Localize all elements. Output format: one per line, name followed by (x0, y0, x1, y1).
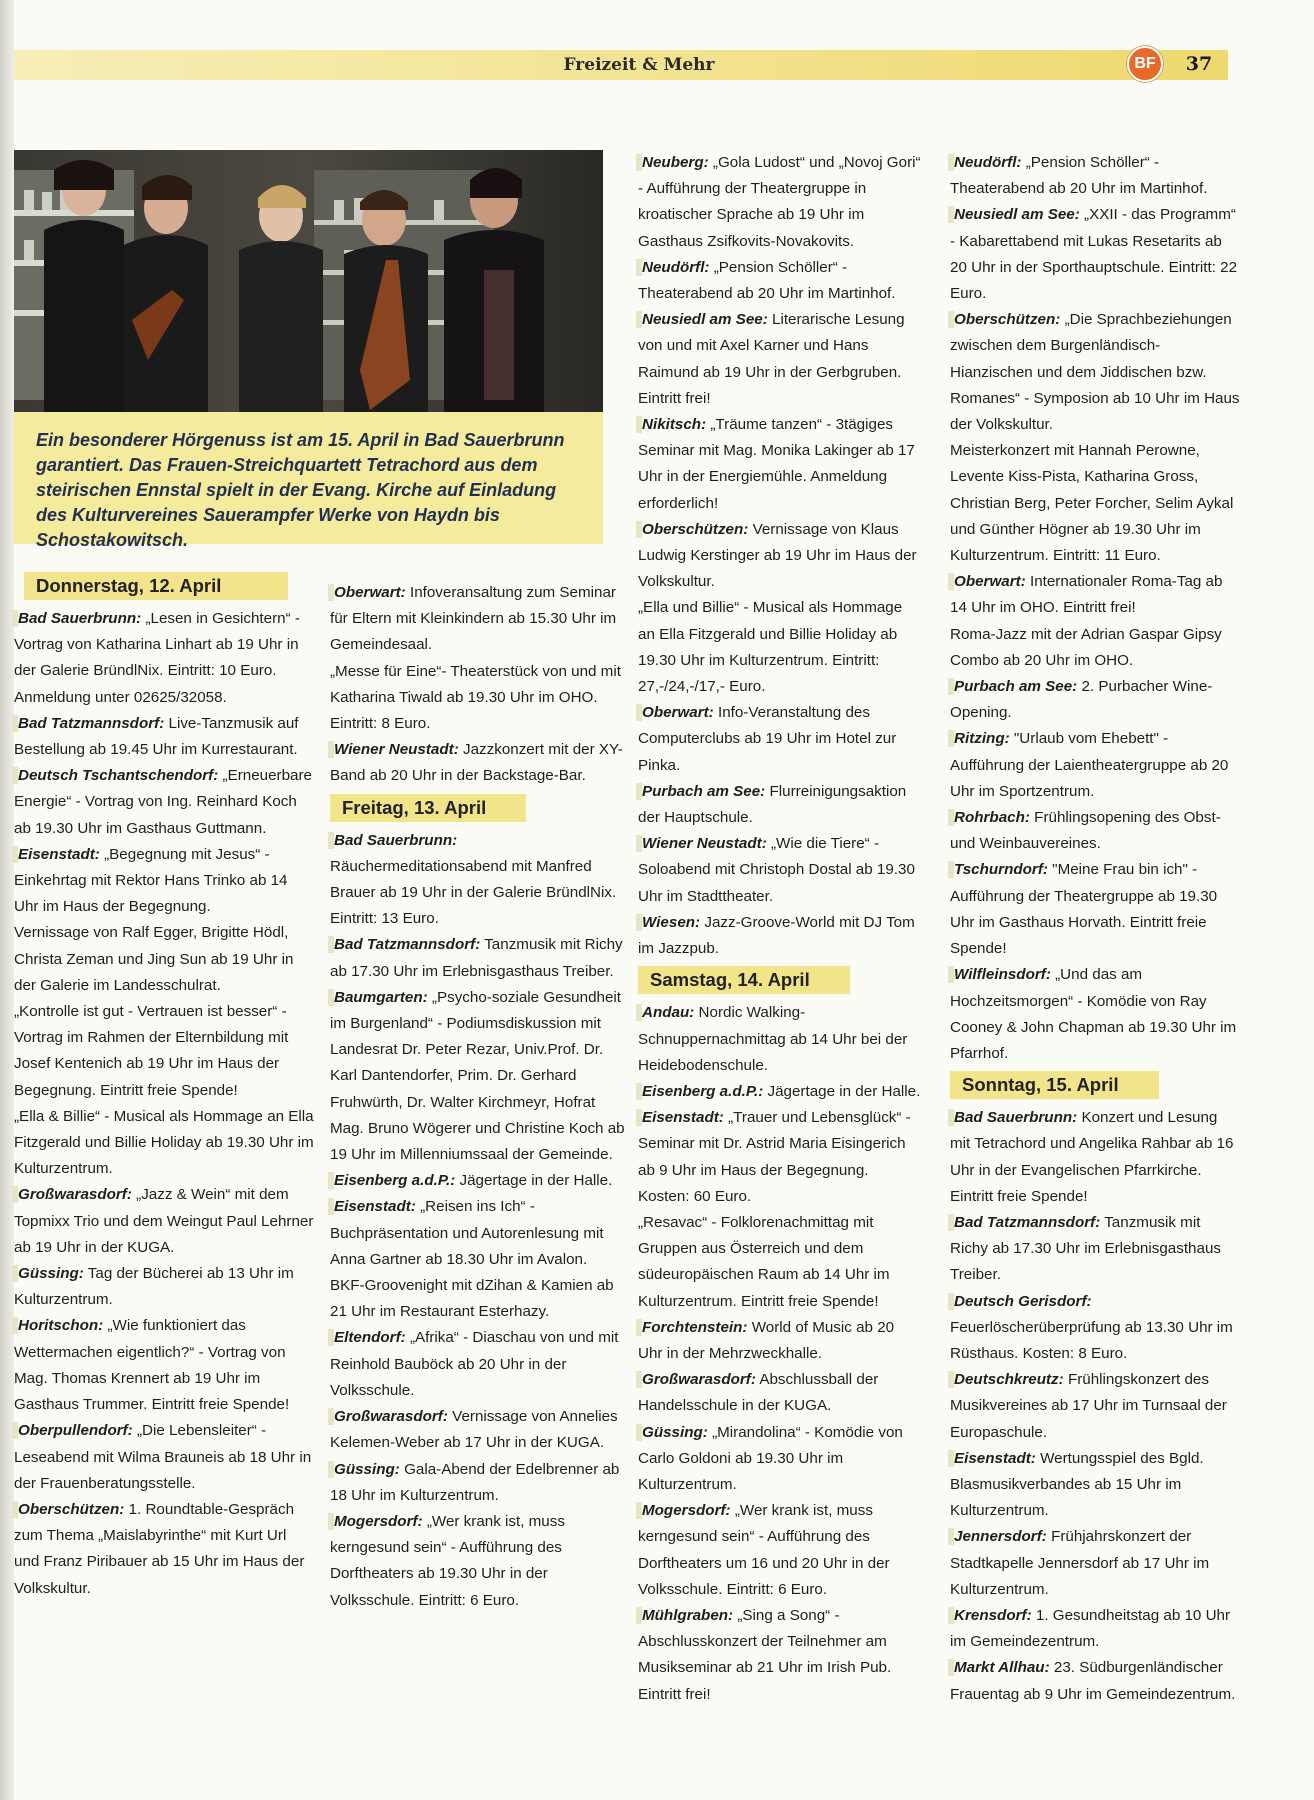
event-location: Wiener Neustadt: (636, 835, 767, 852)
event-location: Nikitsch: (636, 416, 706, 433)
event-location: Güssing: (328, 1461, 400, 1478)
magazine-logo-icon: BF (1127, 46, 1163, 82)
event-entry (330, 1168, 626, 1194)
event-entry (14, 1182, 314, 1261)
event-entry (638, 517, 922, 596)
day-heading: Sonntag, 15. April (950, 1071, 1159, 1099)
event-entry (14, 711, 314, 763)
event-entry (14, 920, 314, 999)
event-description: 2. Purbacher Wine-Opening. (950, 678, 1213, 722)
event-entry (950, 1603, 1240, 1655)
event-entry (14, 999, 314, 1104)
event-location: Bad Tatzmannsdorf: (948, 1214, 1100, 1231)
event-location: Baumgarten: (328, 989, 428, 1006)
event-entry (638, 1498, 922, 1603)
event-entry (330, 580, 626, 659)
event-entry (330, 932, 626, 984)
event-description: Roma-Jazz mit der Adrian Gaspar Gipsy Combo ab 20 Uhr im OHO. (950, 625, 1222, 669)
page-number: 37 (1170, 50, 1228, 80)
event-entry (638, 595, 922, 700)
section-header-bar (14, 50, 1228, 80)
page-spine (0, 0, 14, 1800)
event-column-4 (950, 150, 1240, 1708)
event-location: Bad Sauerbrunn: (948, 1109, 1077, 1126)
event-entry (950, 569, 1240, 621)
event-entry (950, 307, 1240, 438)
event-entry (950, 674, 1240, 726)
event-description: „Wer krank ist, muss kerngesund sein“ - Aufführung des Dorftheaters um 16 und 20 Uhr in der Volksschule. Eintritt: 6 Euro. (638, 1502, 890, 1598)
event-location: Rohrbach: (948, 809, 1030, 826)
event-description: Nordic Walking-Schnuppernachmittag ab 14 Uhr bei der Heidebodenschule. (638, 1004, 908, 1074)
event-entry (638, 412, 922, 517)
event-entry (330, 1509, 626, 1614)
event-location: Großwarasdorf: (636, 1371, 756, 1388)
event-entry (950, 150, 1240, 202)
section-title: Freizeit & Mehr (563, 55, 715, 75)
event-description: „Psycho-soziale Gesundheit im Burgenland“ - Podiumsdiskussion mit Landesrat Dr. Peter Rezar, Univ.Prof. Dr. Karl Dantendorfer, Prim. Dr. Gerhard Fruhwürth, Dr. Walter Kirchmeyr, Hofrat Mag. Bruno Wögerer und Christine Koch ab 19 Uhr im Millenniumssaal der Gemeinde. (330, 988, 625, 1164)
event-description: Info-Veranstaltung des Computerclubs ab 19 Uhr im Hotel zur Pinka. (638, 704, 897, 774)
event-description: „Resavac“ - Folklorenachmittag mit Gruppen aus Österreich und dem südeuropäischen Raum ab 14 Uhr im Kulturzentrum. Eintritt freie Spende! (638, 1213, 890, 1310)
string-quartet-photo (14, 150, 603, 412)
event-entry (638, 1105, 922, 1210)
event-description: Jägertage in der Halle. (767, 1082, 921, 1100)
event-entry (330, 1457, 626, 1509)
event-location: Wiener Neustadt: (328, 741, 459, 758)
event-location: Andau: (636, 1004, 694, 1021)
event-column-2 (330, 580, 626, 1614)
event-location: Bad Tatzmannsdorf: (12, 715, 164, 732)
event-description: 23. Südburgenländischer Frauentag ab 9 Uhr im Gemeindezentrum. (950, 1659, 1236, 1703)
event-location: Güssing: (12, 1265, 84, 1282)
event-entry (950, 1210, 1240, 1289)
event-description: „Afrika“ - Diaschau von und mit Reinhold Bauböck ab 20 Uhr in der Volksschule. (330, 1329, 619, 1399)
event-entry (14, 1313, 314, 1418)
event-entry (330, 985, 626, 1168)
event-location: Eisenstadt: (948, 1450, 1036, 1467)
event-entry (950, 1655, 1240, 1707)
event-description: BKF-Groovenight mit dZihan & Kamien ab 21 Uhr im Restaurant Esterhazy. (330, 1277, 614, 1321)
event-description: Konzert und Lesung mit Tetrachord und Angelika Rahbar ab 16 Uhr in der Evangelischen Pfarrkirche. Eintritt freie Spende! (950, 1109, 1234, 1205)
event-location: Deutsch Tschantschendorf: (12, 767, 218, 784)
event-entry (638, 1603, 922, 1708)
event-description: Feuerlöscherüberprüfung ab 13.30 Uhr im Rüsthaus. Kosten: 8 Euro. (950, 1318, 1233, 1362)
event-entry (330, 828, 626, 933)
event-entry (330, 1325, 626, 1404)
event-location: Oberschützen: (12, 1501, 124, 1518)
event-location: Oberschützen: (636, 521, 748, 538)
event-entry (14, 763, 314, 842)
event-description: Live-Tanzmusik auf Bestellung ab 19.45 Uhr im Kurrestaurant. (14, 714, 299, 759)
event-description: Frühlingsopening des Obst- und Weinbauvereines. (950, 809, 1221, 853)
event-description: Tanzmusik mit Richy ab 17.30 Uhr im Erlebnisgasthaus Treiber. (950, 1213, 1221, 1284)
event-entry (14, 1497, 314, 1602)
event-description: „Erneuerbare Energie“ - Vortrag von Ing. Reinhard Koch ab 19.30 Uhr im Gasthaus Guttmann. (14, 767, 313, 837)
event-entry (14, 1104, 314, 1183)
event-location: Horitschon: (12, 1317, 103, 1334)
event-description: „Mirandolina“ - Komödie von Carlo Goldoni ab 19.30 Uhr im Kulturzentrum. (638, 1423, 903, 1493)
event-entry (330, 1273, 626, 1325)
event-location: Markt Allhau: (948, 1659, 1050, 1676)
event-description: „Wie funktioniert das Wettermachen eigentlich?“ - Vortrag von Mag. Thomas Krennert ab 19 Uhr im Gasthaus Trummer. Eintritt freie Spende! (14, 1317, 290, 1414)
event-entry (950, 1524, 1240, 1603)
event-location: Eisenstadt: (12, 846, 100, 863)
event-entry (950, 438, 1240, 569)
event-location: Mühlgraben: (636, 1607, 733, 1624)
event-description: "Urlaub vom Ehebett" - Aufführung der Laientheatergruppe ab 20 Uhr im Sportzentrum. (950, 730, 1229, 800)
event-description: „Reisen ins Ich“ -Buchpräsentation und Autorenlesung mit Anna Gartner ab 18.30 Uhr im Avalon. (330, 1198, 604, 1268)
event-entry (638, 1210, 922, 1315)
event-location: Tschurndorf: (948, 861, 1048, 878)
event-description: „Die Lebensleiter“ - Leseabend mit Wilma Brauneis ab 18 Uhr in der Frauenberatungsstelle. (14, 1422, 312, 1492)
event-column-3 (638, 150, 922, 1708)
event-description: Meisterkonzert mit Hannah Perowne, Levente Kiss-Pista, Katharina Gross, Christian Berg, Peter Forcher, Selim Aykal und Günther Högner ab 19.30 Uhr im Kulturzentrum. Eintritt: 11 Euro. (950, 442, 1234, 565)
caption-text: Ein besonderer Hörgenuss ist am 15. April in Bad Sauerbrunn garantiert. Das Frauen-Streichquartett Tetrachord aus dem steirischen Ennstal spielt in der Evang. Kirche auf Einladung des Kulturvereines Sauerampfer Werke von Haydn bis Schostakowitsch. (36, 430, 565, 550)
event-entry (638, 1420, 922, 1499)
event-location: Eisenstadt: (636, 1109, 724, 1126)
event-entry (950, 805, 1240, 857)
event-entry (330, 1194, 626, 1273)
event-description: „Trauer und Lebensglück“ - Seminar mit Dr. Astrid Maria Eisingerich ab 9 Uhr im Haus der Begegnung. Kosten: 60 Euro. (638, 1109, 911, 1205)
event-location: Oberwart: (636, 704, 714, 721)
event-entry (14, 842, 314, 921)
event-location: Bad Sauerbrunn: (12, 610, 141, 627)
day-heading: Donnerstag, 12. April (24, 572, 288, 600)
event-description: Frühlingskonzert des Musikvereines ab 17 Uhr im Turnsaal der Europaschule. (950, 1371, 1227, 1441)
event-location: Deutsch Gerisdorf: (948, 1293, 1092, 1310)
event-entry (638, 779, 922, 831)
event-description: „Pension Schöller“ - Theaterabend ab 20 Uhr im Martinhof. (950, 154, 1208, 198)
event-description: 1. Roundtable-Gespräch zum Thema „Maislabyrinthe“ mit Kurt Url und Franz Piribauer ab 15 Uhr im Haus der Volkskultur. (14, 1500, 305, 1597)
event-description: „Pension Schöller“ - Theaterabend ab 20 Uhr im Martinhof. (638, 258, 896, 303)
event-location: Eisenstadt: (328, 1198, 416, 1215)
event-entry (950, 1446, 1240, 1525)
event-description: Tanzmusik mit Richy ab 17.30 Uhr im Erlebnisgasthaus Treiber. (330, 936, 623, 980)
event-location: Bad Tatzmannsdorf: (328, 936, 480, 953)
event-entry (950, 1367, 1240, 1446)
event-location: Forchtenstein: (636, 1319, 747, 1336)
event-description: Gala-Abend der Edelbrenner ab 18 Uhr im Kulturzentrum. (330, 1460, 620, 1504)
event-location: Neusiedl am See: (636, 311, 768, 328)
photo-caption (14, 412, 603, 550)
event-entry (14, 1418, 314, 1497)
event-location: Wilfleinsdorf: (948, 966, 1051, 983)
event-entry (330, 737, 626, 789)
event-description: Literarische Lesung von und mit Axel Karner und Hans Raimund ab 19 Uhr in der Gerbgruben. Eintritt frei! (638, 311, 905, 407)
event-location: Bad Sauerbrunn: (328, 832, 457, 849)
event-description: Infoveransaltung zum Seminar für Eltern mit Kleinkindern ab 15.30 Uhr im Gemeindesaal. (330, 584, 617, 654)
event-entry (950, 726, 1240, 805)
event-location: Eisenberg a.d.P.: (636, 1083, 763, 1100)
event-description: „Wie die Tiere“ - Soloabend mit Christoph Dostal ab 19.30 Uhr im Stadttheater. (638, 835, 915, 905)
event-entry (950, 1289, 1240, 1368)
event-entry (638, 831, 922, 910)
event-entry (638, 1079, 922, 1105)
event-description: Jazzkonzert mit der XY-Band ab 20 Uhr in der Backstage-Bar. (330, 741, 623, 785)
event-entry (950, 202, 1240, 307)
event-location: Eltendorf: (328, 1329, 406, 1346)
event-location: Eisenberg a.d.P.: (328, 1172, 455, 1189)
event-location: Neuberg: (636, 154, 709, 171)
event-description: „Und das am Hochzeitsmorgen“ - Komödie von Ray Cooney & John Chapman ab 19.30 Uhr im Pfarrhof. (950, 966, 1237, 1062)
event-entry (638, 1367, 922, 1419)
event-description: Tag der Bücherei ab 13 Uhr im Kulturzentrum. (14, 1265, 294, 1309)
event-description: Internationaler Roma-Tag ab 14 Uhr im OHO. Eintritt frei! (950, 573, 1223, 617)
event-location: Oberschützen: (948, 311, 1060, 328)
event-entry (330, 1404, 626, 1456)
event-location: Oberpullendorf: (12, 1422, 133, 1439)
day-heading: Freitag, 13. April (330, 794, 526, 822)
event-entry (950, 857, 1240, 962)
event-description: „Ella und Billie“ - Musical als Hommage an Ella Fitzgerald und Billie Holiday ab 19.30 Uhr im Kulturzentrum. Eintritt: 27,-/24,-/17,- Euro. (638, 599, 903, 696)
photo-string-quartet-icon (14, 150, 603, 412)
event-location: Neusiedl am See: (948, 206, 1080, 223)
event-description: „Kontrolle ist gut - Vertrauen ist besser“ - Vortrag im Rahmen der Elternbildung mit Josef Kentenich ab 19 Uhr im Haus der Begegnung. Eintritt freie Spende! (14, 1003, 289, 1099)
event-entry (638, 910, 922, 962)
event-description: Frühjahrskonzert der Stadtkapelle Jennersdorf ab 17 Uhr im Kulturzentrum. (950, 1528, 1210, 1598)
event-column-1 (14, 568, 314, 1602)
event-description: "Meine Frau bin ich" - Aufführung der Theatergruppe ab 19.30 Uhr im Gasthaus Horvath. Eintritt freie Spende! (950, 861, 1218, 958)
event-location: Güssing: (636, 1424, 708, 1441)
event-entry (14, 1261, 314, 1313)
event-description: „Jazz & Wein“ mit dem Topmixx Trio und dem Weingut Paul Lehrner ab 19 Uhr in der KUGA. (14, 1186, 314, 1256)
event-description: Wertungsspiel des Bgld. Blasmusikverbandes ab 15 Uhr im Kulturzentrum. (950, 1449, 1204, 1520)
event-description: „Messe für Eine“- Theaterstück von und mit Katharina Tiwald ab 19.30 Uhr im OHO. Eintritt: 8 Euro. (330, 662, 621, 733)
event-description: World of Music ab 20 Uhr in der Mehrzweckhalle. (638, 1318, 895, 1362)
event-location: Großwarasdorf: (328, 1408, 448, 1425)
event-description: „XXII - das Programm“ - Kabarettabend mit Lukas Resetarits ab 20 Uhr in der Sporthauptschule. Eintritt: 22 Euro. (950, 206, 1238, 303)
event-description: Vernissage von Ralf Egger, Brigitte Hödl, Christa Zeman und Jing Sun ab 19 Uhr in der Galerie im Landesschulrat. (14, 924, 294, 994)
event-description: Abschlussball der Handelsschule in der KUGA. (638, 1371, 879, 1415)
event-description: „Begegnung mit Jesus“ - Einkehrtag mit Rektor Hans Trinko ab 14 Uhr im Haus der Begegnung. (14, 845, 288, 916)
event-location: Purbach am See: (636, 783, 765, 800)
event-location: Jennersdorf: (948, 1528, 1047, 1545)
event-location: Oberwart: (328, 584, 406, 601)
event-entry (638, 255, 922, 307)
event-description: „Wer krank ist, muss kerngesund sein“ - Aufführung des Dorftheaters ab 19.30 Uhr in der Volksschule. Eintritt: 6 Euro. (330, 1512, 565, 1609)
event-location: Ritzing: (948, 730, 1010, 747)
event-entry (330, 659, 626, 738)
event-description: Jägertage in der Halle. (459, 1172, 613, 1190)
event-description: Jazz-Groove-World mit DJ Tom im Jazzpub. (638, 913, 915, 958)
event-description: „Die Sprachbeziehungen zwischen dem Burgenländisch-Hianzischen und dem Jiddischen bzw. Romanes“ - Symposion ab 10 Uhr im Haus der Volkskultur. (950, 311, 1240, 434)
event-entry (638, 700, 922, 779)
event-location: Krensdorf: (948, 1607, 1032, 1624)
event-entry (638, 1315, 922, 1367)
event-description: Flurreinigungsaktion der Hauptschule. (638, 782, 907, 827)
event-location: Neudörfl: (948, 154, 1022, 171)
event-location: Mogersdorf: (636, 1502, 731, 1519)
event-location: Purbach am See: (948, 678, 1077, 695)
event-entry (950, 962, 1240, 1067)
event-description: Vernissage von Klaus Ludwig Kerstinger ab 19 Uhr im Haus der Volkskultur. (638, 520, 917, 591)
event-location: Oberwart: (948, 573, 1026, 590)
event-location: Großwarasdorf: (12, 1186, 132, 1203)
day-heading: Samstag, 14. April (638, 966, 850, 994)
event-location: Wiesen: (636, 914, 700, 931)
event-description: 1. Gesundheitstag ab 10 Uhr im Gemeindezentrum. (950, 1606, 1231, 1651)
event-entry (950, 1105, 1240, 1210)
event-description: Vernissage von Annelies Kelemen-Weber ab 17 Uhr in der KUGA. (330, 1408, 618, 1452)
event-description: „Sing a Song“ - Abschlusskonzert der Teilnehmer am Musikseminar ab 21 Uhr im Irish Pub. Eintritt frei! (638, 1606, 892, 1703)
event-description: Räuchermeditationsabend mit Manfred Brauer ab 19 Uhr in der Galerie BründlNix. Eintritt: 13 Euro. (330, 857, 617, 928)
event-location: Neudörfl: (636, 259, 710, 276)
event-entry (638, 150, 922, 255)
event-entry (638, 1000, 922, 1079)
event-description: „Gola Ludost“ und „Novoj Gori“ - Aufführung der Theatergruppe in kroatischer Sprache ab 19 Uhr im Gasthaus Zsifkovits-Novakovits. (638, 154, 921, 250)
event-location: Deutschkreutz: (948, 1371, 1064, 1388)
event-description: „Ella & Billie“ - Musical als Hommage an Ella Fitzgerald und Billie Holiday ab 19.30 Uhr im Kulturzentrum. (14, 1107, 314, 1178)
event-entry (14, 606, 314, 711)
event-entry (638, 307, 922, 412)
event-description: „Lesen in Gesichtern“ - Vortrag von Katharina Linhart ab 19 Uhr in der Galerie BründlNix. Eintritt: 10 Euro. Anmeldung unter 02625/32058. (14, 610, 300, 706)
event-entry (950, 622, 1240, 674)
event-location: Mogersdorf: (328, 1513, 423, 1530)
event-description: „Träume tanzen“ - 3tägiges Seminar mit Mag. Monika Lakinger ab 17 Uhr in der Energiemühle. Anmeldung erforderlich! (638, 416, 915, 512)
